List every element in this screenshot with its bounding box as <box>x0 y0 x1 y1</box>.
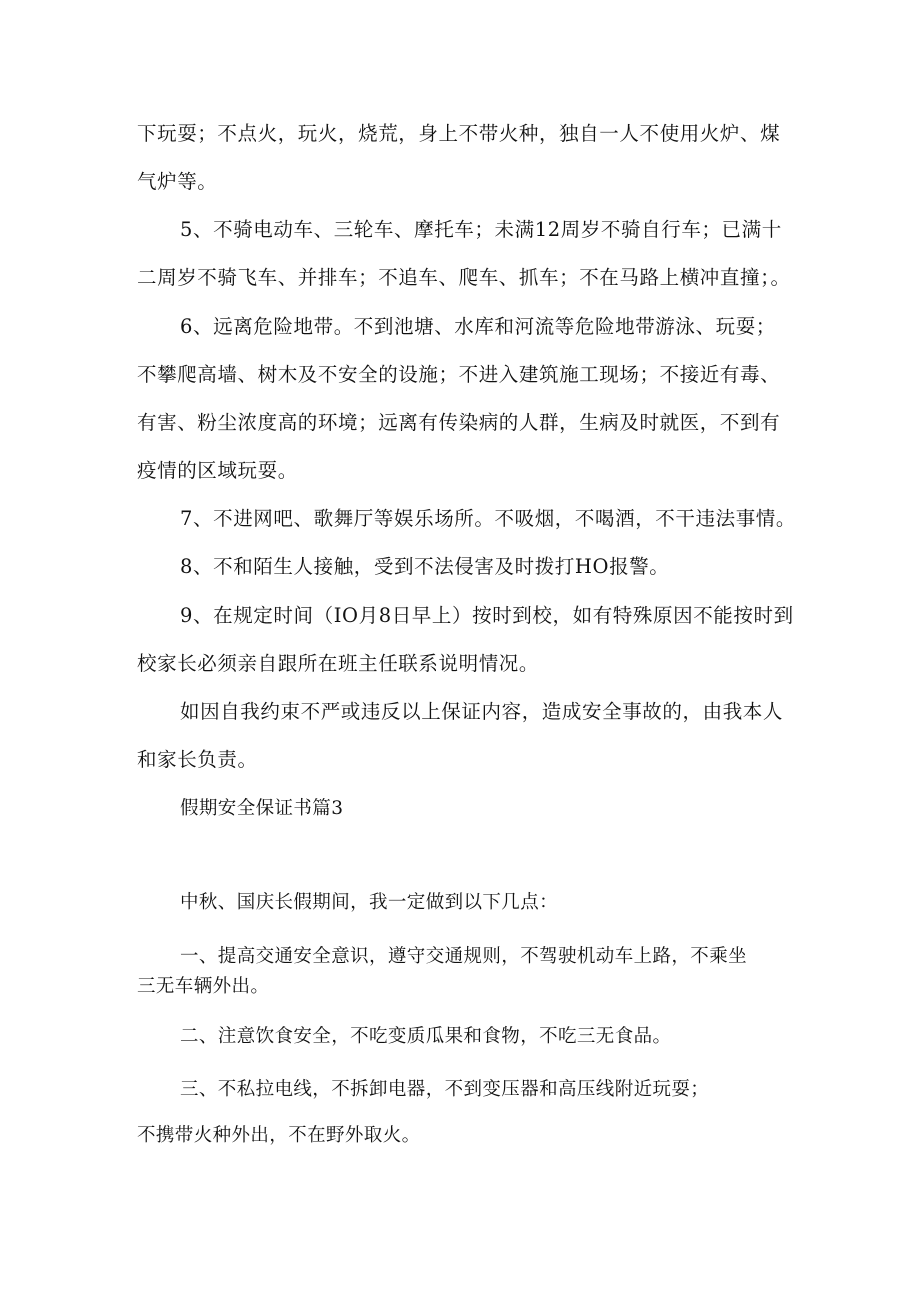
text-line-9: 7、不进网吧、歌舞厅等娱乐场所。不吸烟，不喝酒，不干违法事情。 <box>180 507 797 530</box>
text-line-8: 疫情的区域玩耍。 <box>137 459 298 482</box>
text-line-6: 不攀爬高墙、树木及不安全的设施；不进入建筑施工现场；不接近有毒、 <box>137 363 781 386</box>
text-line-14: 和家长负责。 <box>137 748 258 771</box>
text-line-1: 下玩耍；不点火，玩火，烧荒，身上不带火种，独自一人不使用火炉、煤 <box>137 122 781 145</box>
text-line-4: 二周岁不骑飞车、并排车；不追车、爬车、抓车；不在马路上横冲直撞；。 <box>137 266 791 289</box>
text-line-10: 8、不和陌生人接触，受到不法侵害及时拨打HO报警。 <box>180 555 670 578</box>
text-line-21: 不携带火种外出，不在野外取火。 <box>137 1125 421 1146</box>
text-line-2: 气炉等。 <box>137 170 218 193</box>
text-line-20: 三、不私拉电线，不拆卸电器，不到变压器和高压线附近玩耍； <box>180 1079 710 1100</box>
text-line-11: 9、在规定时间（IO月8日早上）按时到校，如有特殊原因不能按时到 <box>180 604 794 627</box>
text-line-19: 二、注意饮食安全，不吃变质瓜果和食物，不吃三无食品。 <box>180 1026 672 1047</box>
text-line-18: 三无车辆外出。 <box>137 976 270 997</box>
section-heading: 假期安全保证书篇3 <box>180 798 344 819</box>
text-line-5: 6、远离危险地带。不到池塘、水库和河流等危险地带游泳、玩耍； <box>180 315 776 338</box>
text-line-7: 有害、粉尘浓度高的环境；远离有传染病的人群，生病及时就医，不到有 <box>137 411 781 434</box>
text-line-12: 校家长必须亲自跟所在班主任联系说明情况。 <box>137 652 540 675</box>
text-line-17: 一、提高交通安全意识，遵守交通规则，不驾驶机动车上路，不乘坐 <box>180 946 748 967</box>
text-line-13: 如因自我约束不严或违反以上保证内容，造成安全事故的，由我本人 <box>180 700 784 723</box>
text-line-3: 5、不骑电动车、三轮车、摩托车；未满12周岁不骑自行车；已满十 <box>180 218 782 241</box>
text-line-16: 中秋、国庆长假期间，我一定做到以下几点： <box>180 892 559 913</box>
